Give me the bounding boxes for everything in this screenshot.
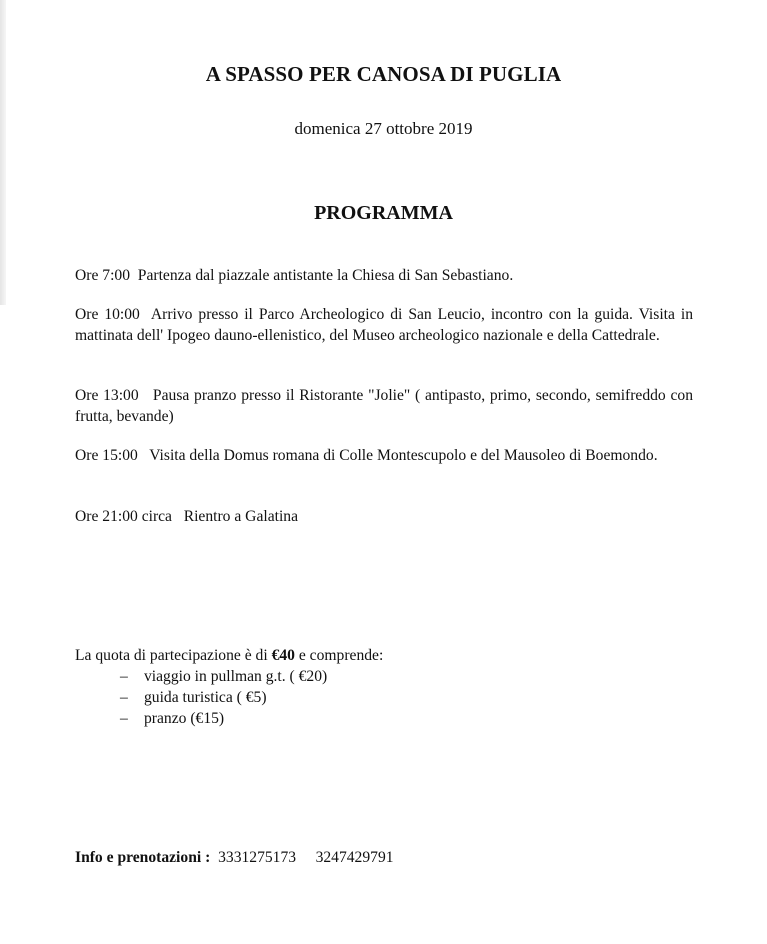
dash-bullet: – [120,710,128,727]
price-intro: La quota di partecipazione è di [75,647,272,664]
program-time: Ore 15:00 [75,447,138,464]
program-text: Pausa pranzo presso il Ristorante "Jolie" ( antipasto, primo, secondo, semifreddo con frutta, bevande) [75,387,693,425]
list-item [120,687,327,708]
program-heading: PROGRAMMA [314,202,453,224]
program-item [75,385,693,427]
price-breakdown-list [120,666,327,729]
program-text: Arrivo presso il Parco Archeologico di San Leucio, incontro con la guida. Visita in mattinata dell' Ipogeo dauno-ellenistico, del Museo archeologico nazionale e della Cattedrale. [75,306,694,344]
contact-label: Info e prenotazioni : [75,849,211,866]
event-date: domenica 27 ottobre 2019 [294,119,473,138]
program-item [75,265,693,286]
program-item [75,445,693,466]
price-summary [75,645,383,666]
contact-info [75,847,394,868]
list-item [120,708,327,729]
list-item-text: viaggio in pullman g.t. ( €20) [144,668,328,685]
dash-bullet: – [120,668,128,685]
program-item [75,304,693,346]
program-time: Ore 7:00 [75,267,130,284]
list-item [120,666,327,687]
price-outro: e comprende: [294,647,384,664]
phone-number: 3331275173 [218,849,297,866]
program-time: Ore 10:00 [75,306,140,323]
program-text: Partenza dal piazzale antistante la Chiesa di San Sebastiano. [137,267,514,284]
program-time: Ore 13:00 [75,387,139,404]
program-text: Visita della Domus romana di Colle Montescupolo e del Mausoleo di Boemondo. [149,447,658,464]
list-item-text: guida turistica ( €5) [144,689,267,706]
phone-number: 3247429791 [315,849,394,866]
price-amount: €40 [271,647,295,664]
list-item-text: pranzo (€15) [144,710,225,727]
program-item [75,506,693,527]
program-text: Rientro a Galatina [183,508,298,525]
program-time: Ore 21:00 circa [75,508,172,525]
document-title: A SPASSO PER CANOSA DI PUGLIA [205,62,562,86]
dash-bullet: – [120,689,128,706]
